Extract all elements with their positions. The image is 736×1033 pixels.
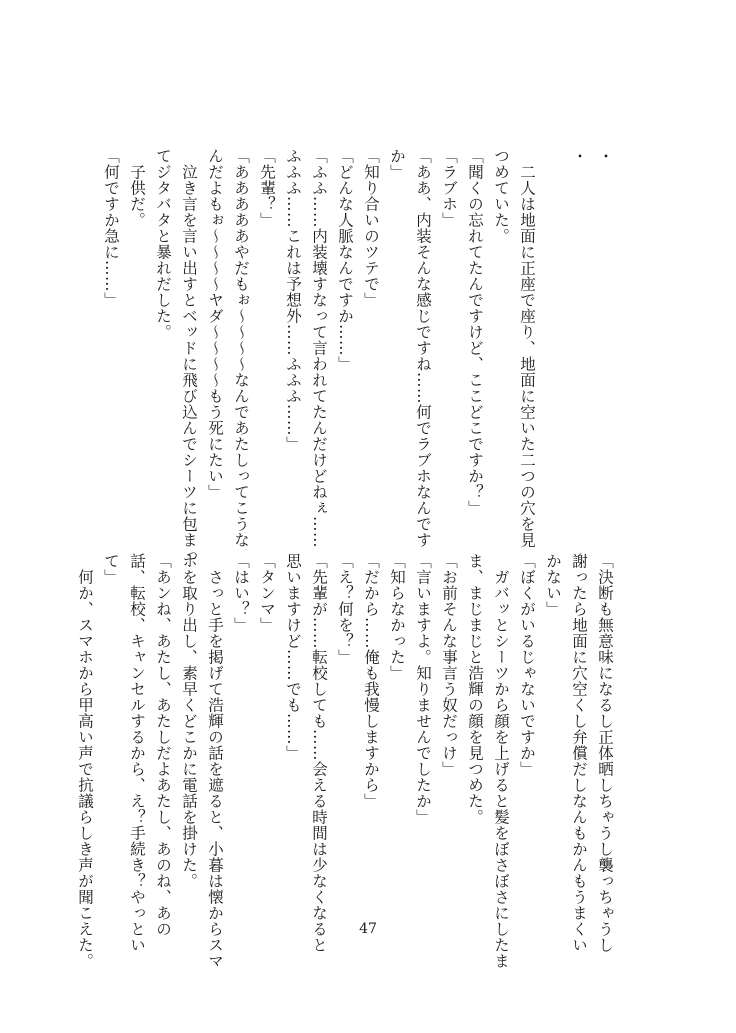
text-line: 「え？何を？」	[336, 553, 354, 665]
text-line: ま、まじまじと浩輝の顔を見つめた。	[466, 553, 484, 825]
text-line: 泣き言を言い出すとベッドに飛び込んでシーツに包まっ	[180, 148, 198, 564]
text-line: 「聞くの忘れてたんですけど、ここどこですか？」	[466, 148, 484, 516]
text-line: 子供だ。	[128, 148, 146, 228]
text-line: ホを取り出し、素早くどこかに電話を掛けた。	[180, 553, 198, 889]
text-line: 謝ったら地面に穴空くし弁償だしなんもかんもうまくい	[570, 553, 588, 953]
text-line: ふふふ……これは予想外……ふふふ……」	[284, 148, 302, 452]
upper-text-block	[98, 148, 618, 564]
text-line: 「ああ、内装そんな感じですね……何でラブホなんです	[414, 148, 432, 548]
text-line: ・	[570, 148, 588, 164]
text-line: 「何ですか急に……」	[102, 148, 120, 308]
text-line: 二人は地面に正座で座り、地面に空いた二つの穴を見	[518, 148, 536, 548]
text-line: 「あああああやだもぉ～～～～なんであたしってこうな	[232, 148, 250, 548]
text-line: 何か、スマホから甲高い声で抗議らしき声が聞こえた。	[76, 553, 94, 969]
text-line: 「はい？」	[232, 553, 250, 633]
text-line: んだよもぉ～～～～ヤダ～～～～もう死にたい」	[206, 148, 224, 500]
text-line: 「どんな人脈なんですか……」	[336, 148, 354, 372]
page-number: 47	[359, 921, 377, 937]
text-line: か」	[388, 148, 406, 180]
text-line: 「先輩が……転校しても……会える時間は少なくなると	[310, 553, 328, 953]
text-line: 「決断も無意味になるし正体晒しちゃうし襲っちゃうし	[596, 553, 614, 953]
text-line: かない」	[544, 553, 562, 617]
text-line: 「知り合いのツテで」	[362, 148, 380, 308]
text-line: 「お前そんな事言う奴だっけ」	[440, 553, 458, 777]
text-line: 「ふふ……内装壊すなって言われてたんだけどねぇ……	[310, 148, 328, 548]
text-line: つめていた。	[492, 148, 510, 244]
text-line: てジタバタと暴れだした。	[154, 148, 172, 340]
text-line: て」	[102, 553, 120, 585]
text-line: 思いますけど……でも……」	[284, 553, 302, 761]
text-line: 「知らなかった」	[388, 553, 406, 681]
text-line: ガバッとシーツから顔を上げると髪をぼさぼさにしたま	[492, 553, 510, 969]
text-line: 「言いますよ。知りませんでしたか」	[414, 553, 432, 825]
text-line: 「だから……俺も我慢しますから」	[362, 553, 380, 809]
text-line: さっと手を掲げて浩輝の話を遮ると、小暮は懐からスマ	[206, 553, 224, 969]
text-line	[540, 148, 566, 493]
text-line: 「あンね、あたし、あたしだよあたし、あのね、あの	[154, 553, 172, 937]
text-line: ・	[596, 148, 614, 164]
text-line: 「ラブホ」	[440, 148, 458, 228]
text-line: 話、転校、キャンセルするから、え？手続き？やっとい	[128, 553, 146, 953]
text-line: 「ぼくがいるじゃないですか」	[518, 553, 536, 777]
text-line: 「先輩？」	[258, 148, 276, 228]
text-line: 「タンマ」	[258, 553, 276, 633]
